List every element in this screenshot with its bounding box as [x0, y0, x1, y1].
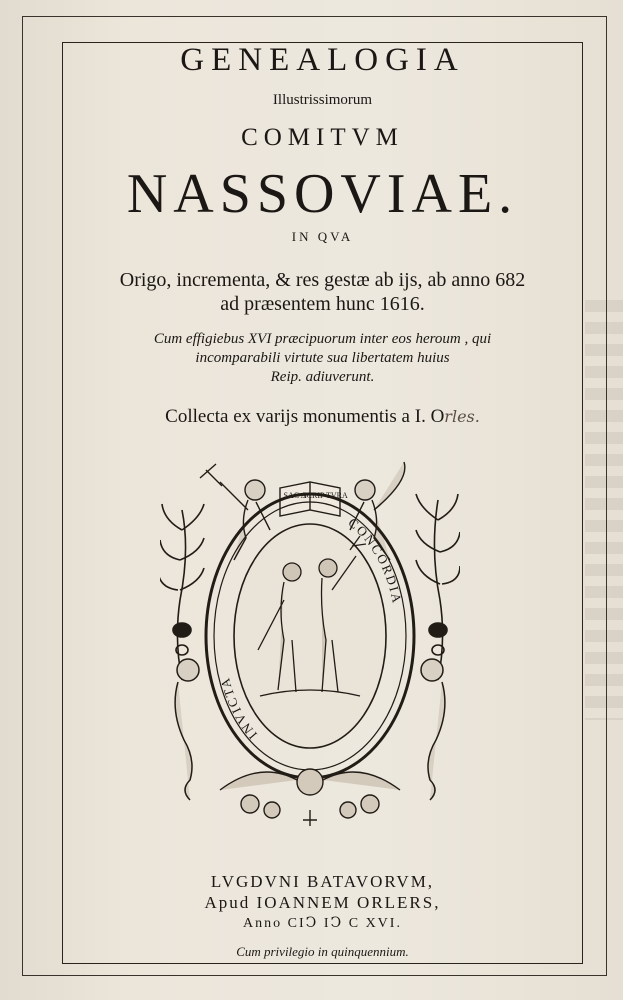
collecta-text: Collecta ex varijs monumentis a I. O: [165, 406, 445, 427]
imprint-printer: Apud IOANNEM ORLERS,: [204, 893, 441, 912]
handwritten-author-name: rles.: [444, 407, 480, 426]
book-right-label: SCRIP TVRA: [302, 491, 348, 500]
privilege-line: Cum privilegio in quinquennium.: [236, 944, 409, 959]
ring-concordia: CONCORDIA: [345, 514, 406, 606]
right-caryatid: [421, 659, 445, 800]
imprint-block: [62, 871, 583, 934]
origo-line-1: Origo, incrementa, & res gestæ ab ijs, ab anno 682: [119, 269, 526, 291]
left-caryatid: [175, 659, 199, 800]
origo-paragraph: [62, 268, 583, 316]
title-nassoviae: NASSOVIAE.: [126, 163, 519, 225]
printers-emblem: [160, 460, 460, 840]
grotesque-mask-ornament: [220, 769, 400, 826]
imprint-place: LVGDVNI BATAVORVM,: [210, 872, 435, 891]
right-foliage-ornament: [416, 494, 460, 680]
title-genealogia: GENEALOGIA: [180, 42, 465, 78]
effigies-line-1: Cum effigiebus XVI præcipuorum inter eos heroum , qui: [153, 331, 492, 347]
left-foliage-ornament: [160, 504, 204, 680]
imprint-year: Anno CIↃ IↃ C XVI.: [243, 916, 402, 931]
book-left-label: SAC A: [283, 491, 307, 500]
in-qua-line: IN QVA: [291, 229, 354, 244]
ring-invicta: INVICTA: [216, 674, 261, 743]
effigies-line-2: incomparabili virtute sua libertatem huius: [195, 350, 450, 366]
effigies-line-3: Reip. adiuverunt.: [270, 369, 375, 385]
title-comitum: COMITVM: [241, 124, 404, 151]
collecta-line: [62, 406, 583, 428]
origo-line-2: ad præsentem hunc 1616.: [220, 293, 425, 315]
effigies-paragraph: [62, 330, 583, 387]
subtitle-illustrissimorum: Illustrissimorum: [272, 92, 373, 108]
